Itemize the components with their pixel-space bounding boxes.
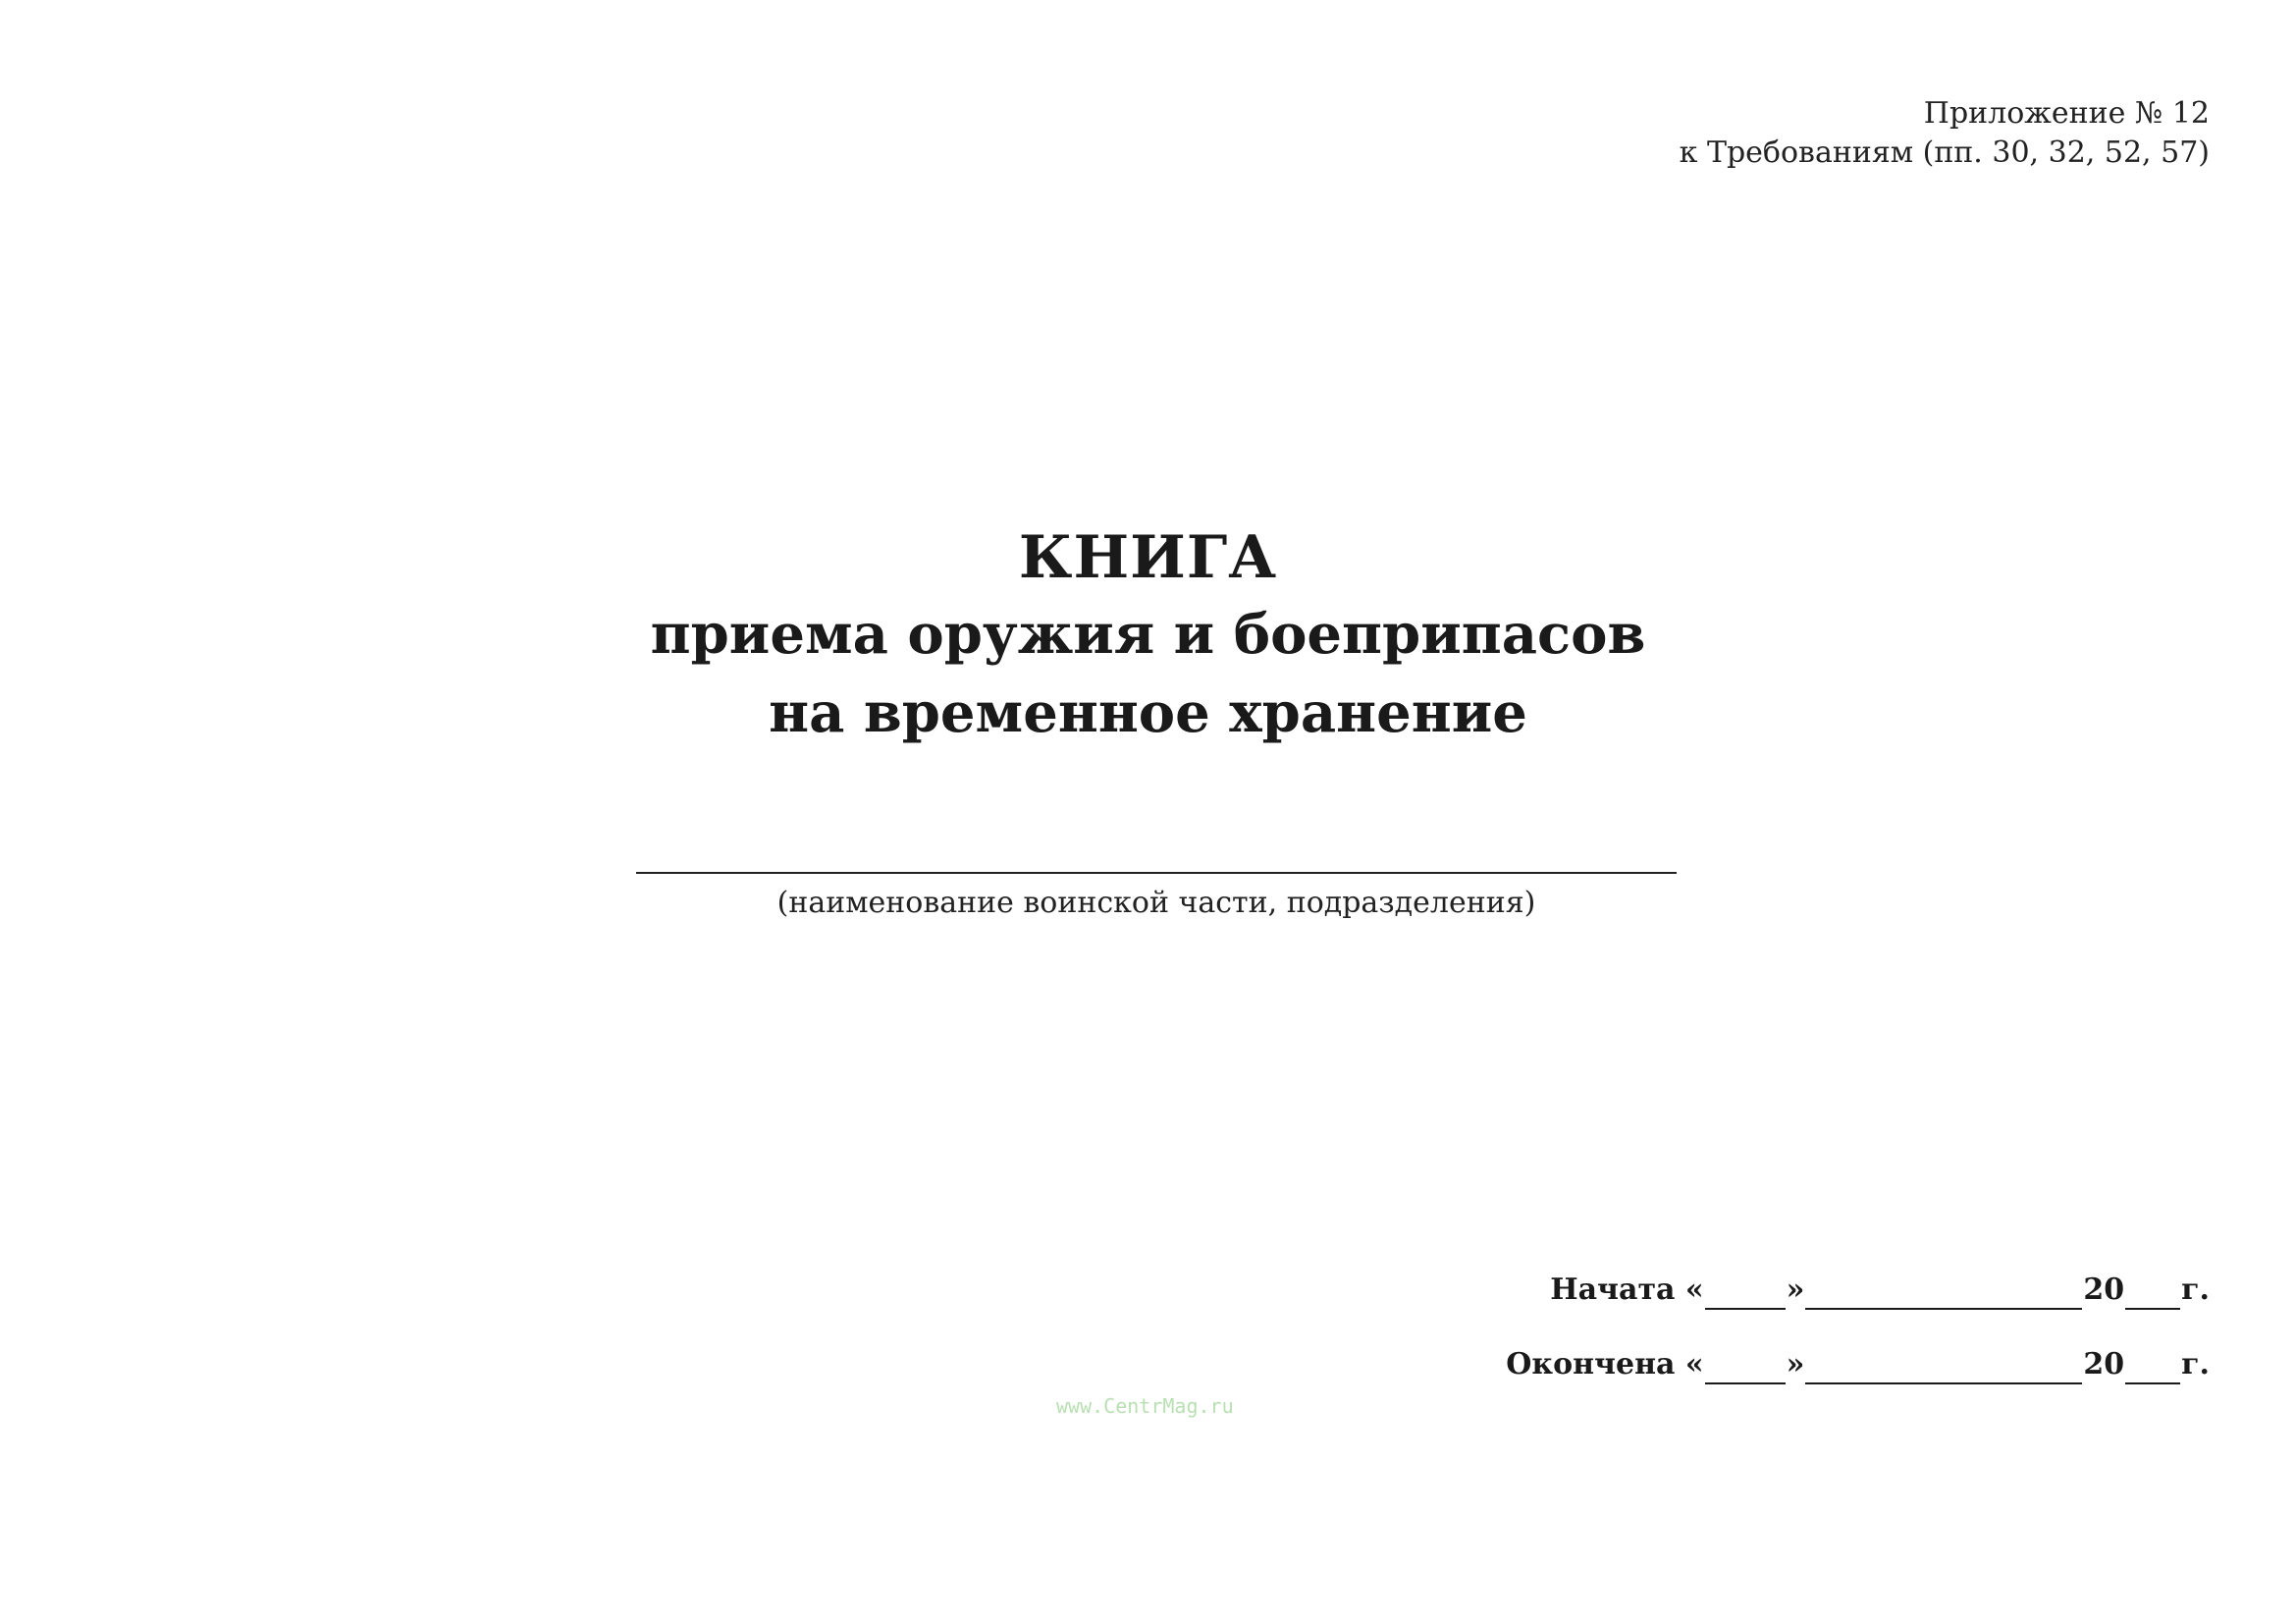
started-year-blank <box>2125 1278 2180 1310</box>
started-label: Начата « <box>1550 1272 1704 1307</box>
finished-day-blank <box>1705 1353 1786 1384</box>
started-month-blank <box>1805 1278 2082 1310</box>
started-year-suffix: г. <box>2181 1272 2210 1307</box>
appendix-number: Приложение № 12 <box>1923 96 2210 131</box>
unit-name-line <box>636 872 1677 874</box>
appendix-note <box>1680 94 2210 173</box>
title-line-1: приема оружия и боеприпасов <box>650 602 1646 667</box>
finished-year-prefix: 20 <box>2083 1347 2125 1381</box>
finished-month-blank <box>1805 1353 2082 1384</box>
started-day-blank <box>1705 1278 1786 1310</box>
finished-label: Окончена « <box>1506 1347 1704 1381</box>
unit-name-field <box>636 872 1677 923</box>
document-title <box>0 520 2296 752</box>
started-year-prefix: 20 <box>2083 1272 2125 1307</box>
finished-date-row <box>1506 1345 2210 1384</box>
started-quote-close: » <box>1786 1272 1805 1307</box>
finished-quote-close: » <box>1786 1347 1805 1381</box>
watermark: www.CentrMag.ru <box>1056 1394 1234 1418</box>
started-date-row <box>1550 1271 2210 1310</box>
unit-name-caption: (наименование воинской части, подразделения) <box>776 886 1536 920</box>
title-line-2: на временное хранение <box>769 680 1527 745</box>
finished-year-suffix: г. <box>2181 1347 2210 1381</box>
appendix-reference: к Требованиям (пп. 30, 32, 52, 57) <box>1679 135 2210 170</box>
finished-year-blank <box>2125 1353 2180 1384</box>
title-main: КНИГА <box>1018 523 1278 592</box>
